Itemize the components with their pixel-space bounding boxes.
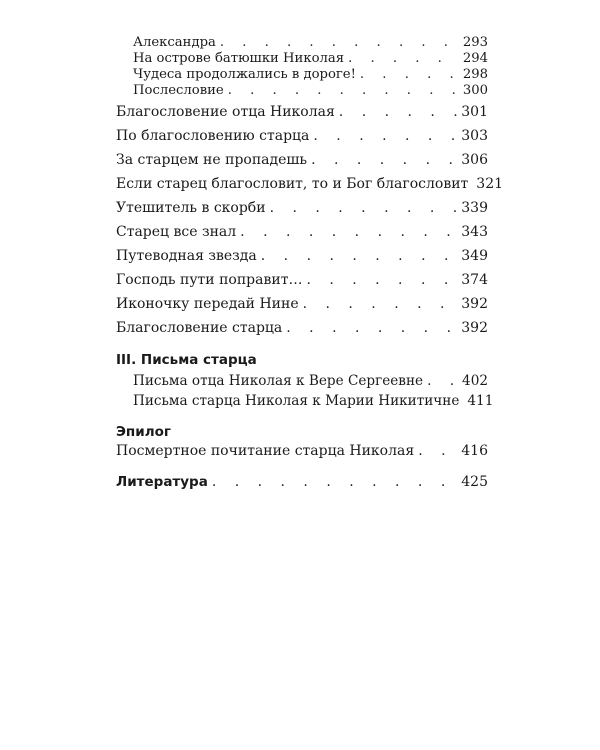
toc-entry-page: 349	[461, 248, 488, 264]
toc-sub-entry[interactable]	[133, 392, 494, 410]
toc-entry-page: 402	[462, 373, 488, 389]
toc-entry[interactable]	[116, 295, 488, 313]
dot-leader	[339, 103, 457, 121]
toc-entry-title: По благословению старца	[116, 128, 310, 144]
toc-entry-title: Литература	[116, 474, 208, 490]
toc-entry[interactable]	[116, 247, 488, 265]
dot-leader	[418, 442, 457, 460]
toc-entry-page: 293	[462, 35, 488, 50]
section-heading-epilogue: Эпилог	[116, 424, 171, 440]
toc-sub-entry[interactable]	[133, 67, 488, 83]
toc-entry-page: 301	[461, 104, 488, 120]
dot-leader	[427, 372, 458, 390]
toc-entry-title: На острове батюшки Николая	[133, 51, 345, 66]
dot-leader	[261, 247, 457, 265]
dot-leader	[348, 51, 459, 67]
toc-entry-title: Письма старца Николая к Марии Никитичне	[133, 393, 460, 409]
toc-entry-title: Письма отца Николая к Вере Сергеевне	[133, 373, 424, 389]
toc-entry-page: 303	[461, 128, 488, 144]
toc-entry[interactable]	[116, 319, 488, 337]
toc-entry[interactable]	[116, 151, 488, 169]
dot-leader	[286, 319, 457, 337]
toc-entry-title: Чудеса продолжались в дороге!	[133, 67, 356, 82]
toc-sub-entry[interactable]	[133, 372, 488, 390]
toc-sub-entry[interactable]	[133, 83, 488, 99]
toc-entry-page: 300	[462, 83, 488, 98]
toc-entry-page: 343	[461, 224, 488, 240]
toc-entry-title: Господь пути поправит…	[116, 272, 303, 288]
toc-entry-page: 416	[461, 443, 488, 459]
toc-entry-title: Посмертное почитание старца Николая	[116, 443, 415, 459]
toc-entry-title: Благословение старца	[116, 320, 283, 336]
toc-entry[interactable]	[116, 127, 488, 145]
toc-entry-page: 392	[461, 296, 488, 312]
toc-entry[interactable]	[116, 442, 488, 460]
toc-entry-page: 298	[462, 67, 488, 82]
toc-entry-title: Иконочку передай Нине	[116, 296, 299, 312]
toc-entry-title: За старцем не пропадешь	[116, 152, 308, 168]
toc-entry-title: Путеводная звезда	[116, 248, 257, 264]
toc-entry-title: Утешитель в скорби	[116, 200, 266, 216]
toc-entry-title: Послесловие	[133, 83, 224, 98]
toc-entry-page: 339	[461, 200, 488, 216]
toc-entry-page: 374	[461, 272, 488, 288]
toc-entry-title: Если старец благословит, то и Бог благословит	[116, 176, 469, 192]
toc-entry-page: 392	[461, 320, 488, 336]
toc-sub-entry[interactable]	[133, 35, 488, 51]
toc-entry[interactable]	[116, 103, 488, 121]
toc-entry-page: 294	[462, 51, 488, 66]
dot-leader	[306, 271, 457, 289]
dot-leader	[212, 473, 457, 491]
toc-entry-page: 306	[461, 152, 488, 168]
dot-leader	[313, 127, 457, 145]
toc-entry-title: Благословение отца Николая	[116, 104, 335, 120]
toc-entry[interactable]	[116, 199, 488, 217]
dot-leader	[360, 67, 459, 83]
toc-entry[interactable]	[116, 175, 504, 193]
toc-sub-entry[interactable]	[133, 51, 488, 67]
toc-entry-literature[interactable]	[116, 473, 488, 491]
dot-leader	[303, 295, 458, 313]
dot-leader	[240, 223, 457, 241]
dot-leader	[270, 199, 458, 217]
toc-entry-page: 425	[461, 474, 488, 490]
toc-entry[interactable]	[116, 271, 488, 289]
dot-leader	[311, 151, 457, 169]
dot-leader	[220, 35, 459, 51]
section-heading-part3: III. Письма старца	[116, 352, 257, 368]
toc-entry-title: Александра	[133, 35, 216, 50]
toc-entry-page: 411	[467, 393, 494, 409]
toc-entry[interactable]	[116, 223, 488, 241]
toc-entry-page: 321	[476, 176, 504, 192]
dot-leader	[228, 83, 459, 99]
toc-entry-title: Старец все знал	[116, 224, 237, 240]
